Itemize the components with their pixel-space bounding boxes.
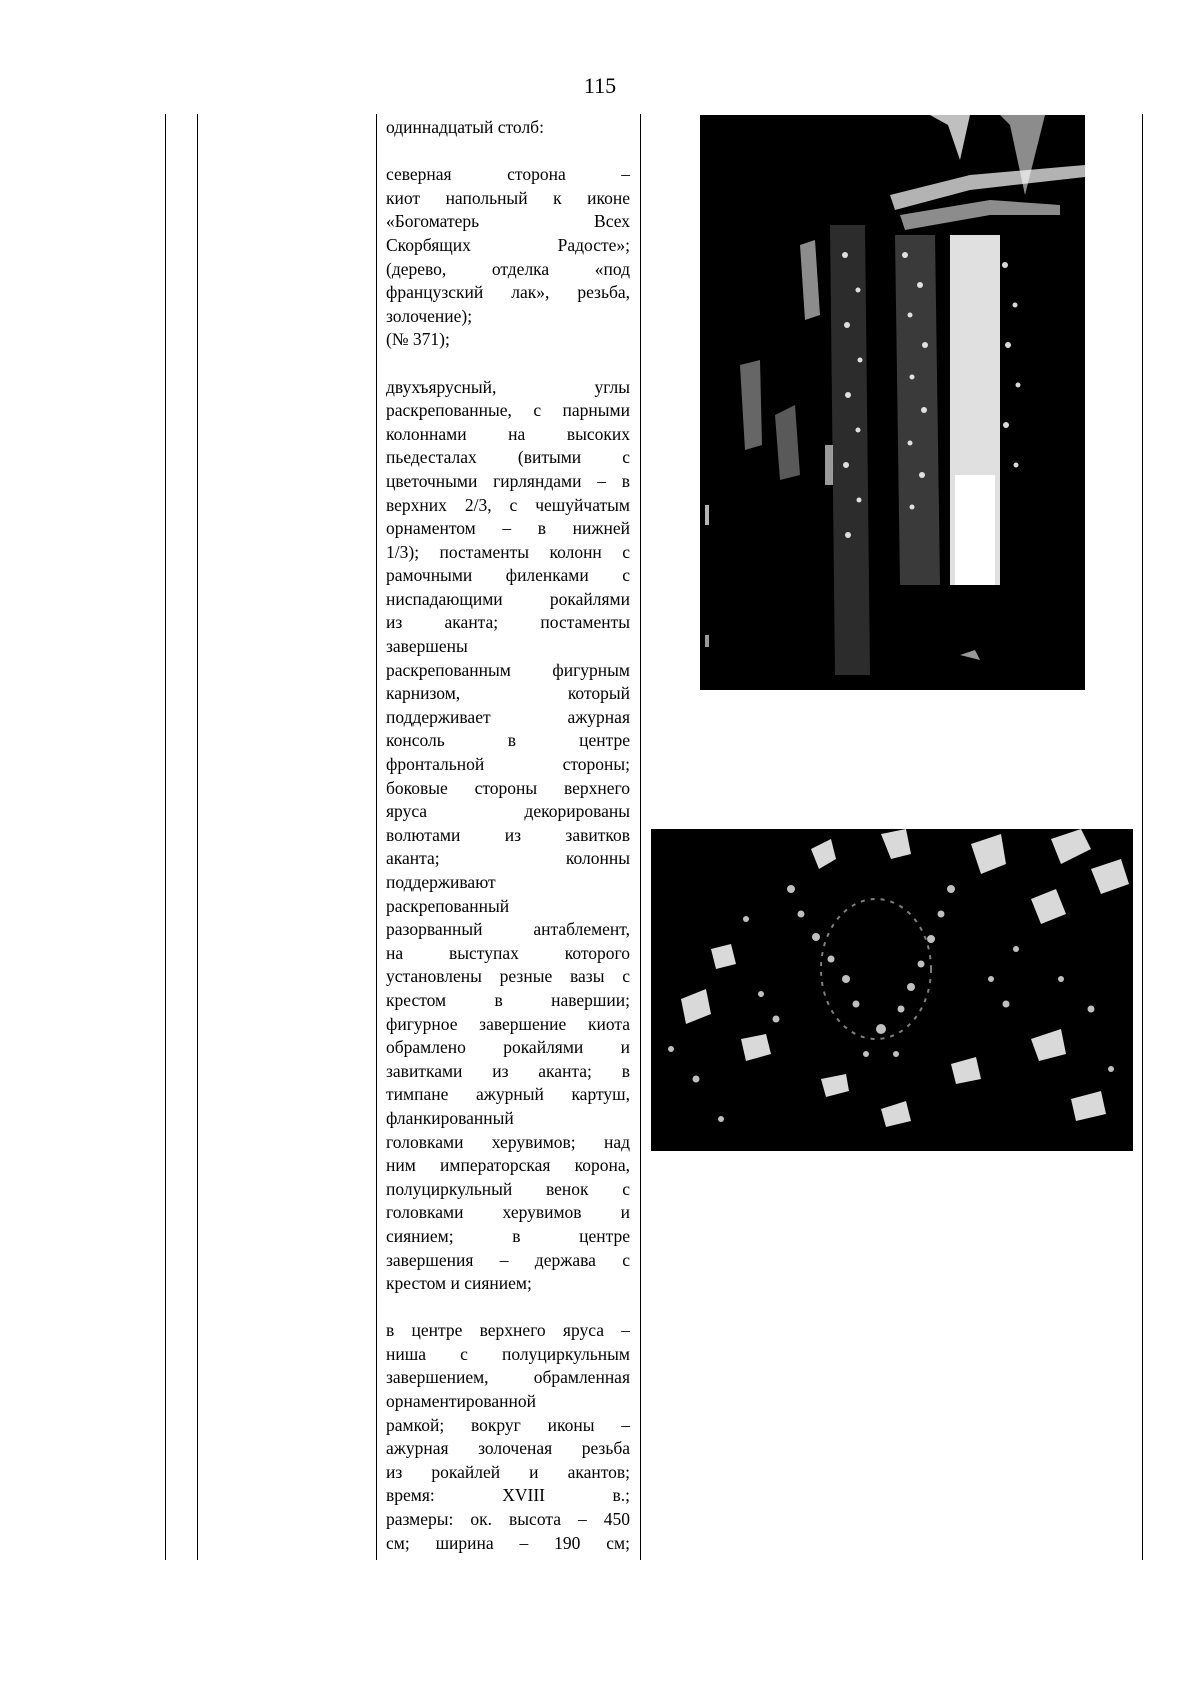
- text-line: на выступах которого: [386, 942, 630, 963]
- text-line: головками херувимов и: [386, 1202, 630, 1223]
- center-block: [386, 1319, 630, 1555]
- text-line: орнаментом – в нижней: [386, 518, 630, 539]
- text-line: размеры: ок. высота – 450: [386, 1509, 630, 1530]
- text-line: ажурная золоченая резьба: [386, 1438, 630, 1459]
- table-column-divider: [640, 114, 641, 1560]
- kiot-photo-columns-image: [700, 115, 1085, 690]
- text-line: установлены резные вазы с: [386, 966, 630, 987]
- text-line: киот напольный к иконе: [386, 187, 630, 208]
- text-line: крестом в навершии;: [386, 989, 630, 1010]
- table-column-divider: [376, 114, 377, 1560]
- text-line: сиянием; в центре: [386, 1225, 630, 1246]
- text-line: рамкой; вокруг иконы –: [386, 1414, 630, 1435]
- text-line: в центре верхнего яруса –: [386, 1320, 630, 1341]
- text-line: завершением, обрамленная: [386, 1367, 630, 1388]
- text-line: 1/3); постаменты колонн с: [386, 541, 630, 562]
- description-cell: [386, 116, 630, 1555]
- text-line: ним императорская корона,: [386, 1155, 630, 1176]
- text-line: обрамлено рокайлями и: [386, 1037, 630, 1058]
- text-line: волютами из завитков: [386, 824, 630, 845]
- text-line: французский лак», резьба,: [386, 282, 630, 303]
- table-border-left: [165, 114, 166, 1560]
- text-line: тимпане ажурный картуш,: [386, 1084, 630, 1105]
- text-line: карнизом, который: [386, 683, 630, 704]
- text-line: золочение);: [386, 305, 473, 326]
- text-line: раскрепованным фигурным: [386, 659, 630, 680]
- text-line: из аканта; постаменты: [386, 612, 630, 633]
- text-line: консоль в центре: [386, 730, 630, 751]
- text-line: см; ширина – 190 см;: [386, 1532, 630, 1553]
- text-line: завершения – держава с: [386, 1249, 630, 1270]
- text-line: боковые стороны верхнего: [386, 777, 630, 798]
- kiot-photo-columns: [700, 115, 1085, 690]
- side-block: [386, 163, 630, 352]
- text-line: аканта; колонны: [386, 848, 630, 869]
- text-line: орнаментированной: [386, 1391, 536, 1412]
- text-line: фронтальной стороны;: [386, 754, 630, 775]
- text-line: раскрепованные, с парными: [386, 400, 630, 421]
- text-line: (№ 371);: [386, 329, 450, 350]
- text-line: завершены: [386, 636, 468, 657]
- text-line: цветочными гирляндами – в: [386, 470, 630, 491]
- text-line: раскрепованный: [386, 895, 510, 916]
- text-line: яруса декорированы: [386, 801, 630, 822]
- table-column-divider: [197, 114, 198, 1560]
- text-line: рамочными филенками с: [386, 565, 630, 586]
- text-line: фланкированный: [386, 1107, 514, 1128]
- text-line: головками херувимов; над: [386, 1131, 630, 1152]
- text-line: ниша с полуциркульным: [386, 1343, 630, 1364]
- text-line: Скорбящих Радосте»;: [386, 234, 630, 255]
- text-line: фигурное завершение киота: [386, 1013, 630, 1034]
- text-line: северная сторона –: [386, 164, 630, 185]
- kiot-photo-carving-detail: [651, 829, 1133, 1151]
- text-line: из рокайлей и акантов;: [386, 1461, 630, 1482]
- text-line: двухъярусный, углы: [386, 376, 630, 397]
- text-line: поддерживают: [386, 872, 496, 892]
- table-border-right: [1142, 114, 1143, 1560]
- text-line: (дерево, отделка «под: [386, 258, 630, 279]
- text-line: пьедесталах (витыми с: [386, 447, 630, 468]
- description-block: [386, 376, 630, 1296]
- text-line: разорванный антаблемент,: [386, 919, 630, 940]
- text-line: «Богоматерь Всех: [386, 211, 630, 232]
- text-line: завитками из аканта; в: [386, 1060, 630, 1081]
- entry-heading: одиннадцатый столб:: [386, 117, 544, 137]
- text-line: ниспадающими рокайлями: [386, 588, 630, 609]
- text-line: поддерживает ажурная: [386, 706, 630, 727]
- kiot-photo-carving-image: [651, 829, 1133, 1151]
- text-line: верхних 2/3, с чешуйчатым: [386, 494, 630, 515]
- text-line: колоннами на высоких: [386, 423, 630, 444]
- text-line: время: XVIII в.;: [386, 1485, 630, 1506]
- page-number: 115: [583, 73, 617, 98]
- text-line: крестом и сиянием;: [386, 1273, 532, 1294]
- text-line: полуциркульный венок с: [386, 1178, 630, 1199]
